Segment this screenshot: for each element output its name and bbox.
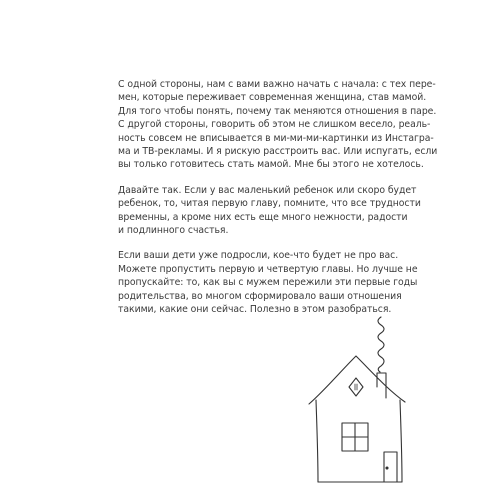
text-line: ребенок, то, читая первую главу, помните, что все трудности — [118, 198, 421, 210]
roof — [309, 356, 405, 404]
paragraph-1 — [118, 78, 438, 172]
text-line: пропускайте: то, как вы с мужем пережили эти первые годы — [118, 277, 418, 289]
chimney — [377, 373, 386, 398]
text-line: родительства, во многом сформировало ваши отношения — [118, 290, 402, 302]
text-line: ность совсем не вписывается в ми-ми-ми-картинки из Инстагра- — [118, 132, 434, 144]
text-line: ма и ТВ-рекламы. И я рискую расстроить вас. Или испугать, если — [118, 146, 438, 158]
door — [384, 452, 397, 482]
attic-window — [349, 378, 363, 396]
paragraph-2 — [118, 184, 421, 238]
paragraph-3 — [118, 249, 418, 316]
text-line: Можете пропустить первую и четвертую главы. Но лучше не — [118, 263, 418, 275]
text-line: Для того чтобы понять, почему так меняются отношения в паре. — [118, 105, 437, 117]
window-cross — [342, 423, 368, 451]
text-line: мен, которые переживает современная женщина, став мамой. — [118, 92, 427, 104]
left-wall — [316, 400, 318, 482]
text-line: С другой стороны, говорить об этом не слишком весело, реаль- — [118, 119, 431, 131]
main-window — [342, 423, 368, 451]
text-line: Если ваши дети уже подросли, кое-что будет не про вас. — [118, 250, 399, 262]
text-line: временны, а кроме них есть еще много нежности, радости — [118, 211, 408, 223]
text-line: С одной стороны, нам с вами важно начать с начала: с тех пере- — [118, 79, 436, 90]
text-line: Давайте так. Если у вас маленький ребенок или скоро будет — [118, 184, 417, 196]
body-text — [118, 78, 438, 329]
text-line: такими, какие они сейчас. Полезно в этом разобраться. — [118, 304, 392, 316]
right-wall — [400, 400, 402, 482]
door-knob — [386, 467, 388, 469]
text-line: и подлинного счастья. — [118, 225, 229, 237]
text-line: вы только готовитесь стать мамой. Мне бы этого не хотелось. — [118, 159, 424, 171]
